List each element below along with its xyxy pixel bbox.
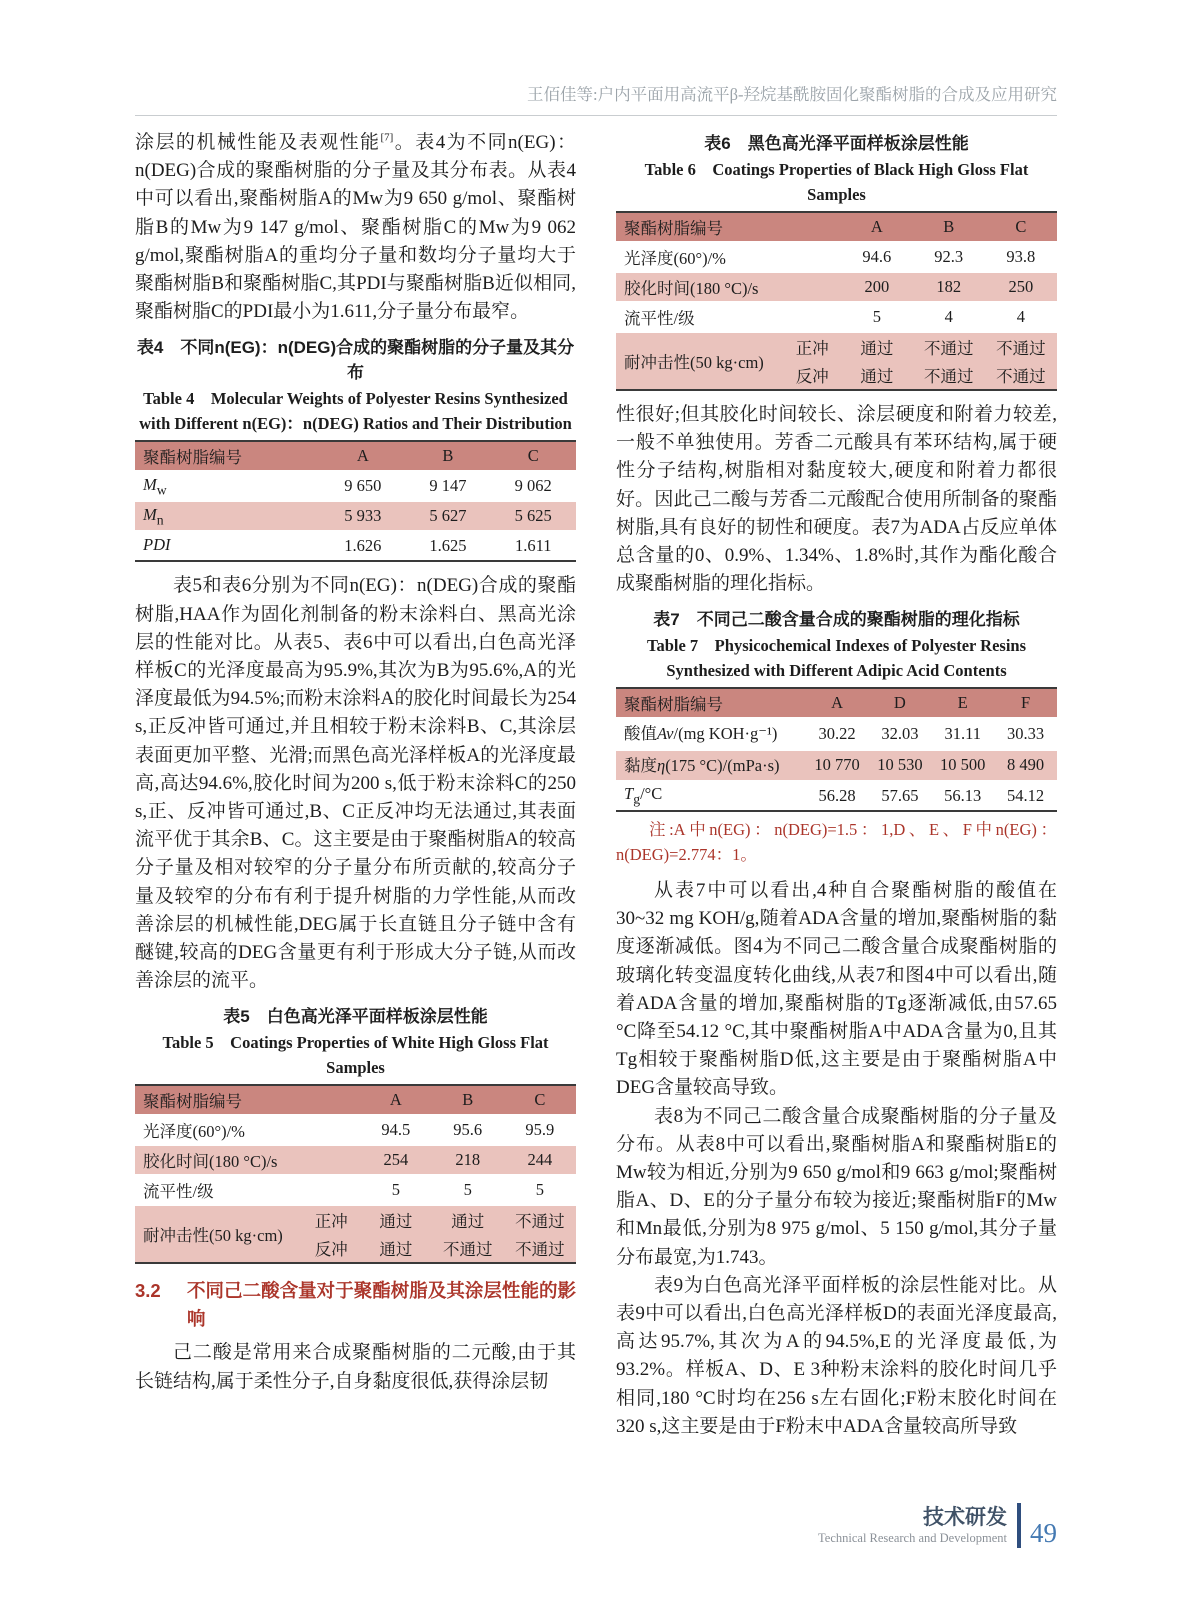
paragraph [135, 129, 576, 326]
table-4 [135, 440, 576, 562]
footer-divider-bar [1017, 1503, 1021, 1548]
table-row: 流平性/级 5 4 4 [616, 302, 1057, 332]
table-6-block [616, 131, 1057, 391]
page-footer [818, 1503, 1057, 1548]
table-5-title-cn: 表5 白色高光泽平面样板涂层性能 [223, 1007, 488, 1027]
page-number: 49 [1030, 1518, 1057, 1548]
table-row: 耐冲击性(50 kg·cm) 正冲 通过 通过 不通过 [135, 1205, 576, 1234]
table-row: 酸值Av/(mg KOH·g⁻¹) 30.22 32.03 31.11 30.33 [616, 718, 1057, 749]
table-row: 光泽度(60°)/% 94.6 92.3 93.8 [616, 242, 1057, 272]
table-row: 耐冲击性(50 kg·cm) 正冲 通过 不通过 不通过 [616, 332, 1057, 361]
table-6-title-en: Table 6 Coatings Properties of Black High Gloss Flat Samples [644, 160, 1029, 204]
table-4-title-cn: 表4 不同n(EG)：n(DEG)合成的聚酯树脂的分子量及其分布 [136, 338, 575, 383]
table-7-note: 注:A中n(EG)：n(DEG)=1.5：1,D、E、F中n(EG)：n(DEG)=2.774：1。 [616, 820, 1057, 865]
table-row: 光泽度(60°)/% 94.5 95.6 95.9 [135, 1115, 576, 1145]
table-7-block [616, 607, 1057, 867]
table-row: 反冲 通过 不通过 不通过 [135, 1234, 576, 1263]
running-header [135, 84, 1057, 116]
section-heading-3-2 [135, 1277, 576, 1332]
right-column [616, 129, 1057, 1441]
table-row: 胶化时间(180 °C)/s 200 182 250 [616, 272, 1057, 302]
table-7 [616, 687, 1057, 812]
table-header-row: 聚酯树脂编号 A D E F [616, 688, 1057, 718]
table-5-title-en: Table 5 Coatings Properties of White High Gloss Flat Samples [162, 1033, 549, 1077]
table-row: 流平性/级 5 5 5 [135, 1175, 576, 1205]
table-row: 黏度η(175 °C)/(mPa·s) 10 770 10 530 10 500 8 490 [616, 750, 1057, 781]
citation-ref: [7] [380, 131, 394, 144]
paragraph: 表5和表6分别为不同n(EG)：n(DEG)合成的聚酯树脂,HAA作为固化剂制备的粉末涂料白、黑高光涂层的性能对比。从表5、表6中可以看出,白色高光泽样板C的光泽度最高为95.9%,其次为B为95.6%,A的光泽度最低为94.5%;而粉末涂料A的胶化时间最长为254 s,正反冲皆可通过,并且相较于粉末涂料B、C,其涂层表面更加平整、光滑;而黑色高光泽样板A的光泽度最高,高达94.6%,胶化时间为200 s,低于粉末涂料C的250 s,正、反冲皆可通过,B、C正反冲均无法通过,其表面流平优于其余B、C。这主要是由于聚酯树脂A的较高分子量及相对较窄的分子量分布所贡献的,较高分子量及较窄的分布有利于提升树脂的力学性能,从而改善涂层的机械性能,DEG属于长直链且分子链中含有醚键,较高的DEG含量更有利于形成大分子链,从而改善涂层的流平。 [135, 575, 576, 992]
table-7-title-cn: 表7 不同己二酸含量合成的聚酯树脂的理化指标 [653, 610, 1020, 630]
table-7-title-en: Table 7 Physicochemical Indexes of Polyester Resins Synthesized with Different Adipic Acid Contents [646, 636, 1027, 680]
left-column [135, 129, 576, 1441]
two-column-body [135, 129, 1057, 1441]
section-number: 3.2 [135, 1280, 161, 1302]
table-header-row: 聚酯树脂编号 A B C [135, 441, 576, 471]
table-row: $M_w$ 9 650 9 147 9 062 [135, 471, 576, 501]
table-5 [135, 1084, 576, 1264]
footer-section-cn: 技术研发 [923, 1505, 1007, 1529]
paragraph: 表8为不同己二酸含量合成聚酯树脂的分子量及分布。从表8中可以看出,聚酯树脂A和聚酯树脂E的Mw较为相近,分别为9 650 g/mol和9 663 g/mol;聚酯树脂A、D、E的分子量分布较为接近;聚酯树脂F的Mw和Mn最低,分别为8 975 g/mol、5 150 g/mol,其分子量分布最宽,为1.743。 [616, 1105, 1057, 1268]
paragraph: 从表7中可以看出,4种自合聚酯树脂的酸值在30~32 mg KOH/g,随着ADA含量的增加,聚酯树脂的黏度逐渐减低。图4为不同己二酸含量合成聚酯树脂的玻璃化转变温度转化曲线,从表7和图4中可以看出,随着ADA含量的增加,聚酯树脂的Tg逐渐减低,由57.65 °C降至54.12 °C,其中聚酯树脂A中ADA含量为0,且其Tg相较于聚酯树脂D低,这主要是由于聚酯树脂A中DEG含量较高导致。 [616, 880, 1057, 1099]
table-row: PDI 1.626 1.625 1.611 [135, 531, 576, 561]
paragraph: 性很好;但其胶化时间较长、涂层硬度和附着力较差,一般不单独使用。芳香二元酸具有苯环结构,属于硬性分子结构,树脂相对黏度较大,硬度和附着力都很好。因此己二酸与芳香二元酸配合使用所制备的聚酯树脂,具有良好的韧性和硬度。表7为ADA占反应单体总含量的0、0.9%、1.34%、1.8%时,其作为酯化酸合成聚酯树脂的理化指标。 [616, 404, 1057, 595]
paragraph: 己二酸是常用来合成聚酯树脂的二元酸,由于其长链结构,属于柔性分子,自身黏度很低,获得涂层韧 [135, 1342, 576, 1392]
footer-section-label [818, 1506, 1007, 1546]
table-4-block [135, 335, 576, 562]
paragraph-text: 。表4为不同n(EG)：n(DEG)合成的聚酯树脂的分子量及其分布表。从表4中可以看出,聚酯树脂A的Mw为9 650 g/mol、聚酯树脂B的Mw为9 147 g/mol、聚酯树脂C的Mw为9 062 g/mol,聚酯树脂A的重均分子量和数均分子量均大于聚酯树脂B和聚酯树脂C,其PDI与聚酯树脂B近似相同,聚酯树脂C的PDI最小为1.611,分子量分布最窄。 [135, 132, 576, 323]
table-row: 反冲 通过 不通过 不通过 [616, 361, 1057, 390]
section-title: 不同己二酸含量对于聚酯树脂及其涂层性能的影响 [187, 1280, 576, 1329]
table-4-title-en: Table 4 Molecular Weights of Polyester Resins Synthesized with Different n(EG)：n(DEG) Ratios and Their Distribution [139, 389, 572, 433]
paragraph: 表9为白色高光泽平面样板的涂层性能对比。从表9中可以看出,白色高光泽样板D的表面光泽度最高,高达95.7%,其次为A的94.5%,E的光泽度最低,为93.2%。样板A、D、E 3种粉末涂料的胶化时间几乎相同,180 °C时均在256 s左右固化;F粉末胶化时间在320 s,这主要是由于F粉末中ADA含量较高所导致 [616, 1274, 1057, 1437]
table-header-row: 聚酯树脂编号 A B C [135, 1085, 576, 1115]
running-title: 王佰佳等:户内平面用高流平β-羟烷基酰胺固化聚酯树脂的合成及应用研究 [527, 85, 1057, 104]
table-row: $T_g/^\circ C$ 56.28 57.65 56.13 54.12 [616, 781, 1057, 811]
paragraph-text: 涂层的机械性能及表观性能 [135, 132, 381, 153]
table-row: $M_n$ 5 933 5 627 5 625 [135, 501, 576, 531]
table-6-title-cn: 表6 黑色高光泽平面样板涂层性能 [704, 134, 969, 153]
table-row: 胶化时间(180 °C)/s 254 218 244 [135, 1145, 576, 1175]
table-6 [616, 211, 1057, 391]
table-5-block [135, 1004, 576, 1264]
footer-section-en: Technical Research and Development [818, 1530, 1007, 1545]
table-header-row: 聚酯树脂编号 A B C [616, 212, 1057, 242]
